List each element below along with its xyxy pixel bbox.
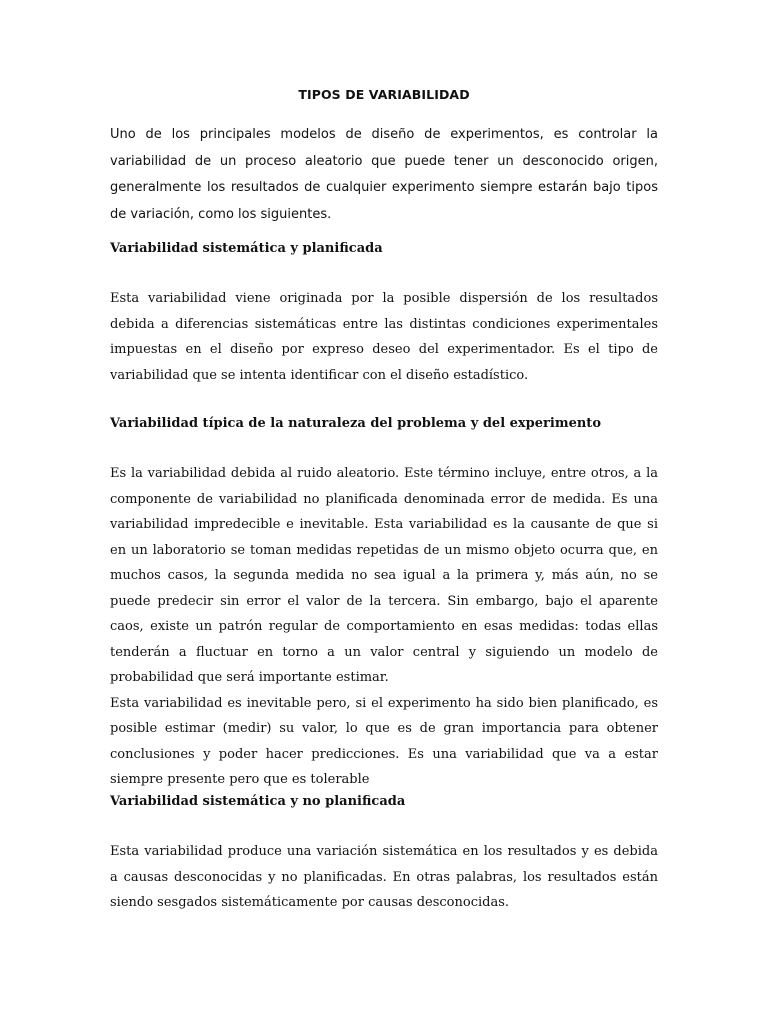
intro-paragraph: Uno de los principales modelos de diseño de experimentos, es controlar la variabilidad de un proceso aleatorio que puede tener un desconocido origen, generalmente los resultados de cualquier experimento siempre estarán bajo tipos de variación, como los siguientes.: [110, 127, 658, 222]
typical-variability-paragraph-1: Es la variabilidad debida al ruido aleatorio. Este término incluye, entre otros, a la componente de variabilidad no planificada denominada error de medida. Es una variabilidad impredecible e inevitable. Esta variabilidad es la causante de que si en un laboratorio se toman medidas repetidas de un mismo objeto ocurra que, en muchos casos, la segunda medida no sea igual a la primera y, más aún, no se puede predecir sin error el valor de la tercera. Sin embargo, bajo el aparente caos, existe un patrón regular de comportamiento en esas medidas: todas ellas tenderán a fluctuar en torno a un valor central y siguiendo un modelo de probabilidad que será importante estimar.: [110, 466, 658, 685]
section-body-systematic-unplanned: Esta variabilidad produce una variación sistemática en los resultados y es debida a causas desconocidas y no planificadas. En otras palabras, los resultados están siendo sesgados sistemáticamente por causas desconocidas.: [110, 844, 658, 910]
typical-variability-paragraph-2: Esta variabilidad es inevitable pero, si el experimento ha sido bien planificado, es posible estimar (medir) su valor, lo que es de gran importancia para obtener conclusiones y poder hacer predicciones. Es una variabilidad que va a estar siempre presente pero que es tolerable: [110, 695, 658, 787]
section-body-systematic-planned: Esta variabilidad viene originada por la posible dispersión de los resultados debida a diferencias sistemáticas entre las distintas condiciones experimentales impuestas en el diseño por expreso deseo del experimentador. Es el tipo de variabilidad que se intenta identificar con el diseño estadístico.: [110, 291, 658, 383]
section-body-typical-variability: [110, 461, 658, 793]
section-heading-systematic-planned: Variabilidad sistemática y planificada: [110, 241, 383, 256]
document-title: TIPOS DE VARIABILIDAD: [298, 87, 470, 102]
section-heading-typical-variability: Variabilidad típica de la naturaleza del problema y del experimento: [110, 416, 601, 431]
section-heading-systematic-unplanned: Variabilidad sistemática y no planificada: [110, 794, 406, 809]
